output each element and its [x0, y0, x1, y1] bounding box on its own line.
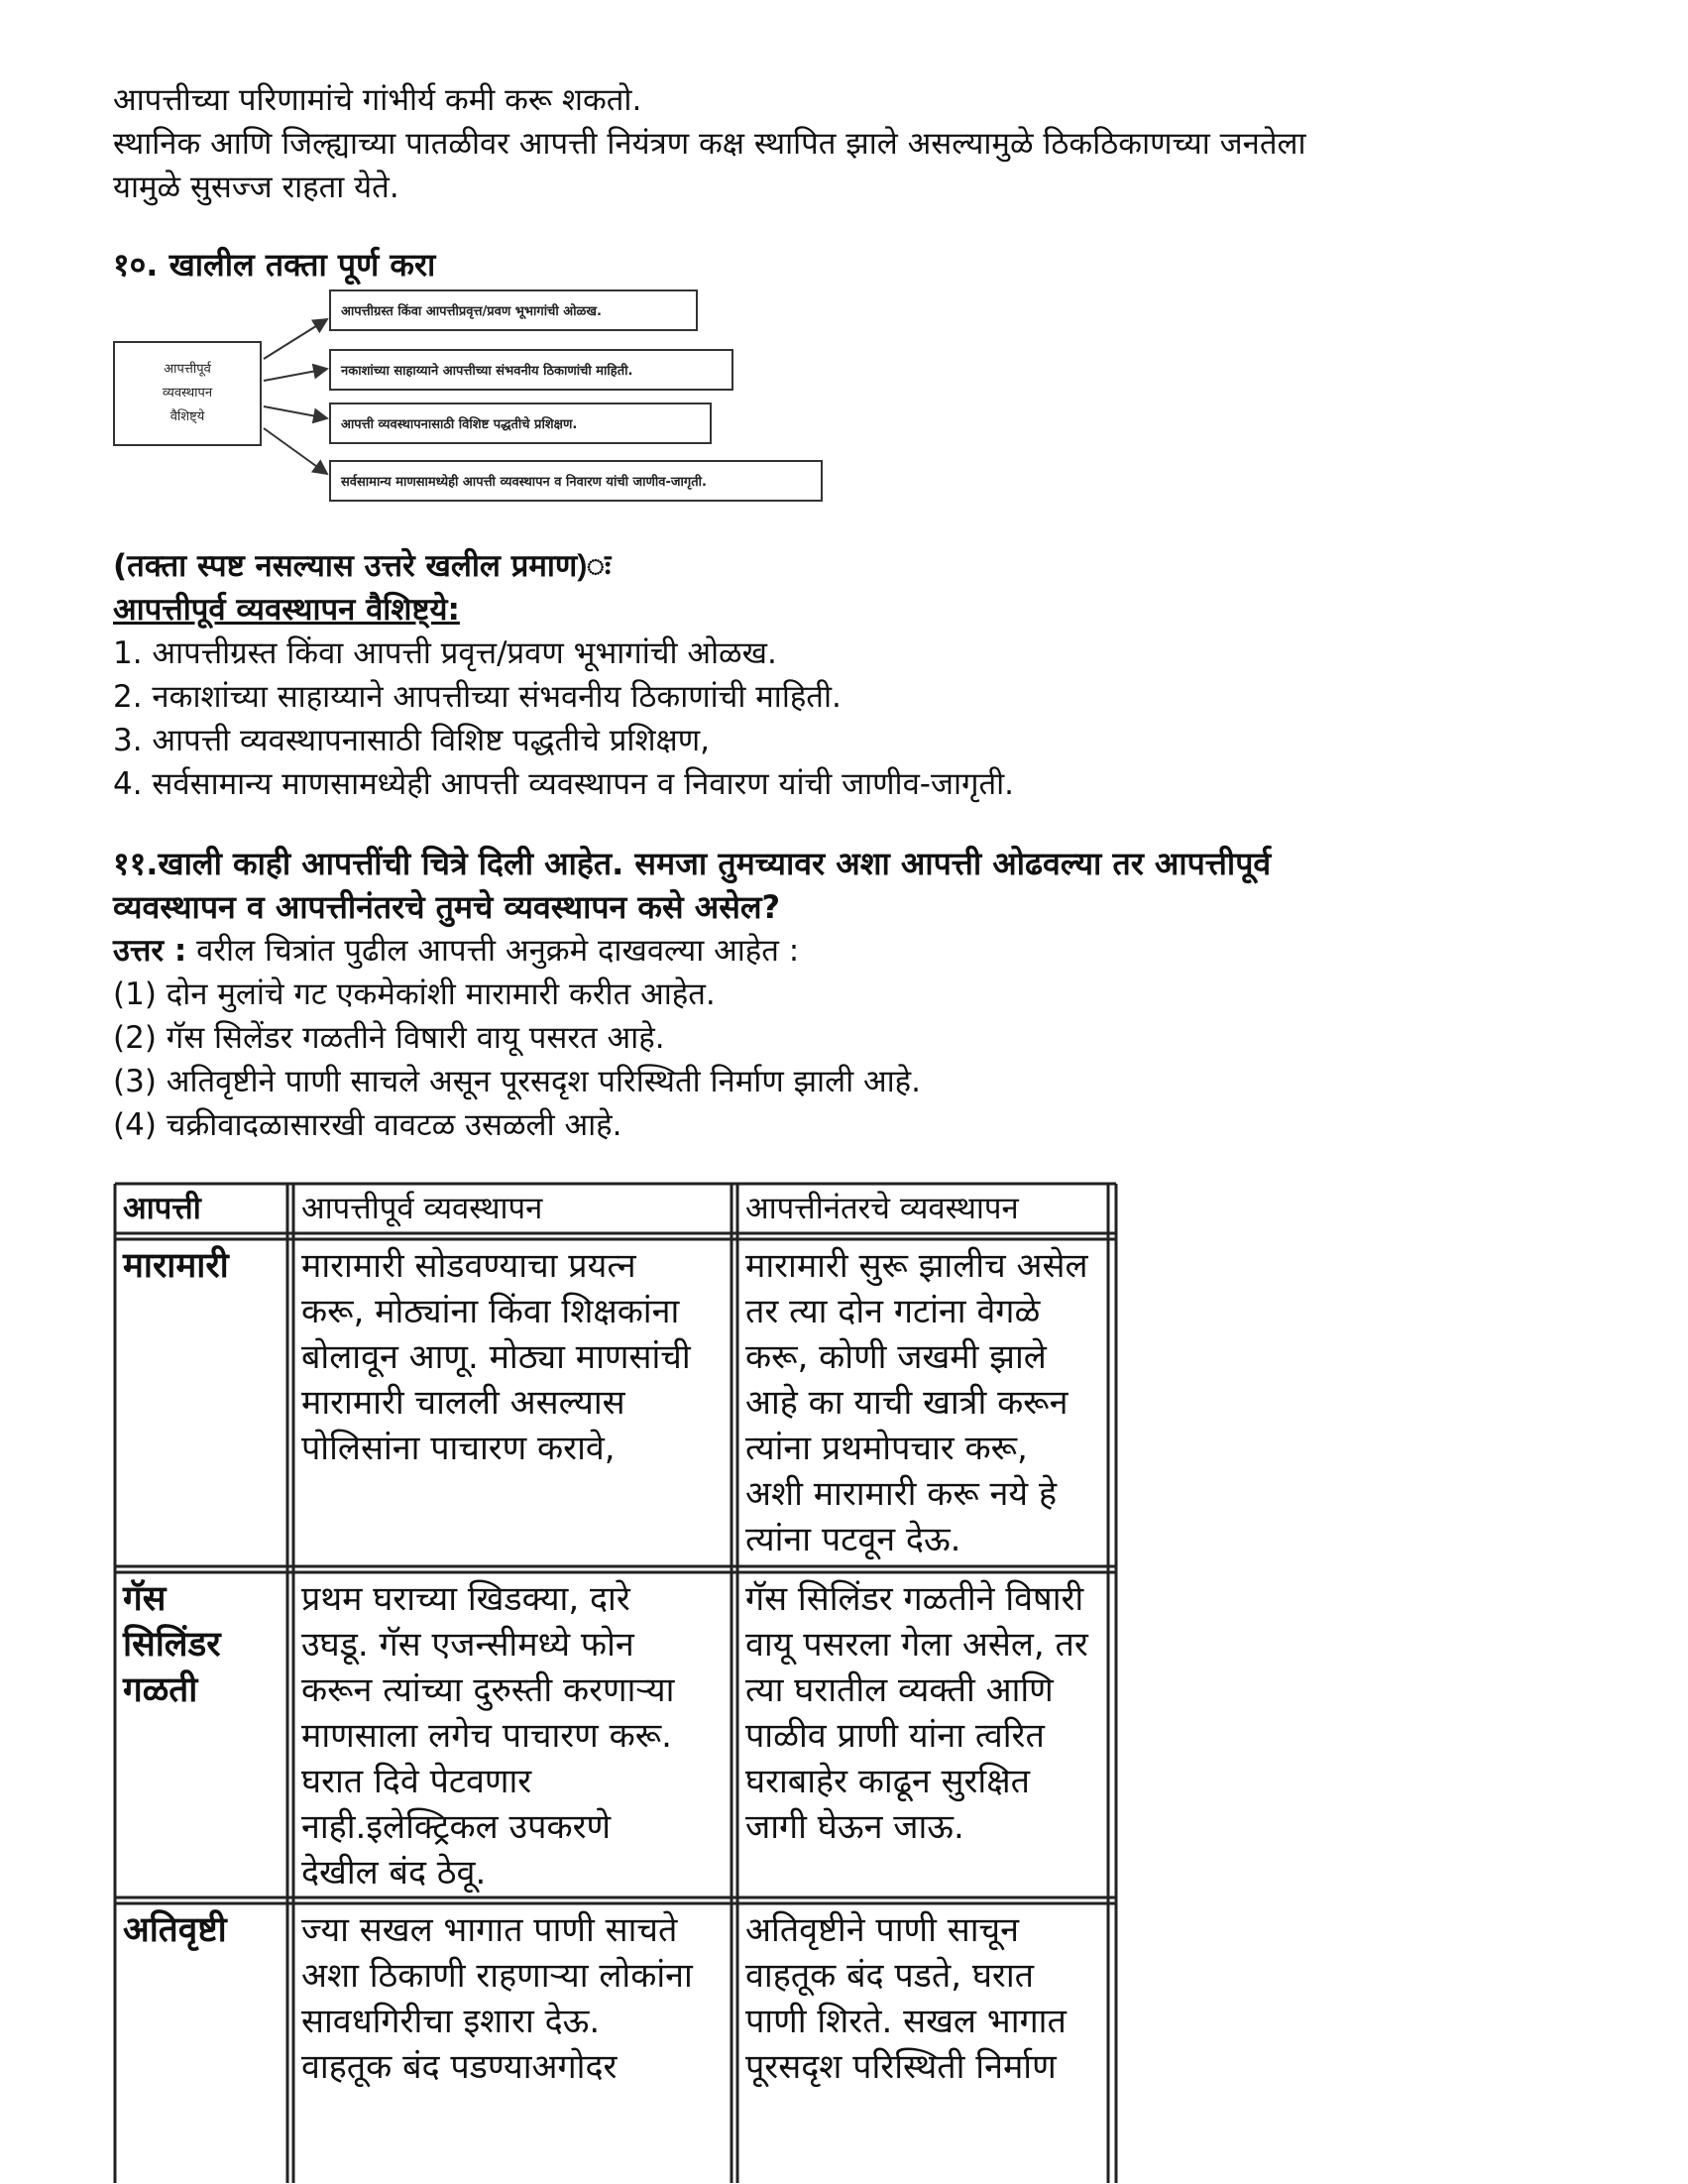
disaster-line: मारामारी	[123, 1246, 229, 1286]
table-row-1-after	[739, 1243, 1108, 1562]
answer-label: उत्तर :	[113, 933, 187, 969]
intro-line-1: आपत्तीच्या परिणामांचे गांभीर्य कमी करू शकतो.	[113, 82, 642, 118]
cell-line: सावधगिरीचा इशारा देऊ.	[301, 2002, 601, 2041]
diagram-target-4: सर्वसामान्य माणसामध्येही आपत्ती व्यवस्थापन व निवारण यांची जाणीव-जागृती.	[329, 460, 823, 502]
q10-point-1: 1. आपत्तीग्रस्त किंवा आपत्ती प्रवृत्त/प्रवण भूभागांची ओळख.	[113, 635, 777, 671]
q11-heading-line-2: व्यवस्थापन व आपत्तीनंतरचे तुमचे व्यवस्थापन कसे असेल?	[113, 888, 781, 926]
cell-line: पोलिसांना पाचारण करावे,	[301, 1429, 616, 1468]
table-row-2-before	[295, 1576, 731, 1896]
source-line-1: आपत्तीपूर्व	[164, 362, 211, 377]
cell-line: पूरसदृश परिस्थिती निर्माण	[745, 2047, 1057, 2087]
arrow-4	[264, 428, 327, 474]
cell-line: घरात दिवे पेटवणार	[301, 1762, 532, 1801]
answer-intro: वरील चित्रांत पुढील आपत्ती अनुक्रमे दाखवल्या आहेत :	[186, 933, 800, 969]
cell-line: पाणी शिरते. सखल भागात	[745, 2002, 1067, 2041]
cell-line: त्यांना प्रथमोपचार करू,	[745, 1429, 1028, 1468]
cell-line: माणसाला लगेच पाचारण करू.	[301, 1716, 672, 1756]
table-header-disaster: आपत्ती	[123, 1191, 201, 1226]
table-row-3-before	[295, 1907, 731, 2090]
table-row-2-disaster	[117, 1576, 287, 1713]
cell-line: बोलावून आणू. मोठ्या माणसांची	[301, 1337, 691, 1377]
diagram-source-box	[113, 341, 262, 446]
q11-item-2: (2) गॅस सिलेंडर गळतीने विषारी वायू पसरत आहे.	[113, 1020, 665, 1056]
cell-line: वाहतूक बंद पडण्याअगोदर	[301, 2047, 618, 2087]
cell-line: मारामारी चालली असल्यास	[301, 1383, 625, 1423]
diagram-target-2: नकाशांच्या साहाय्याने आपत्तीच्या संभवनीय ठिकाणांची माहिती.	[329, 349, 733, 391]
table-row-1-disaster	[117, 1243, 287, 1289]
cell-line: घराबाहेर काढून सुरक्षित	[745, 1762, 1030, 1801]
diagram-target-1: आपत्तीग्रस्त किंवा आपत्तीप्रवृत्त/प्रवण भूभागांची ओळख.	[329, 289, 698, 331]
source-line-2: व्यवस्थापन	[162, 386, 213, 401]
table-header-after: आपत्तीनंतरचे व्यवस्थापन	[745, 1191, 1019, 1226]
arrow-1	[264, 319, 327, 359]
q11-item-3: (3) अतिवृष्टीने पाणी साचले असून पूरसदृश परिस्थिती निर्माण झाली आहे.	[113, 1064, 921, 1099]
disaster-line: गळती	[123, 1670, 198, 1710]
q10-note: (तक्ता स्पष्ट नसल्यास उत्तरे खलील प्रमाण)ः	[113, 548, 612, 584]
table-header-before: आपत्तीपूर्व व्यवस्थापन	[301, 1191, 543, 1226]
table-row-3-after	[739, 1907, 1108, 2090]
cell-line: प्रथम घराच्या खिडक्या, दारे	[301, 1579, 630, 1619]
disaster-line: अतिवृष्टी	[123, 1910, 227, 1950]
table-row-3-disaster	[117, 1907, 287, 1953]
cell-line: तर त्या दोन गटांना वेगळे	[745, 1292, 1041, 1331]
cell-line: अशा ठिकाणी राहणाऱ्या लोकांना	[301, 1956, 693, 1996]
q11-heading-line-1: ११.खाली काही आपत्तींची चित्रे दिली आहेत. समजा तुमच्यावर अशा आपत्ती ओढवल्या तर आपत्तीपूर्व	[113, 845, 1272, 882]
diagram-target-3: आपत्ती व्यवस्थापनासाठी विशिष्ट पद्धतीचे प्रशिक्षण.	[329, 402, 712, 444]
cell-line: त्या घरातील व्यक्ती आणि	[745, 1670, 1054, 1710]
q10-point-3: 3. आपत्ती व्यवस्थापनासाठी विशिष्ट पद्धतीचे प्रशिक्षण,	[113, 723, 711, 758]
cell-line: करून त्यांच्या दुरुस्ती करणाऱ्या	[301, 1670, 675, 1710]
cell-line: त्यांना पटवून देऊ.	[745, 1520, 961, 1559]
cell-line: करू, मोठ्यांना किंवा शिक्षकांना	[301, 1292, 680, 1331]
arrow-3	[264, 406, 327, 418]
cell-line: वायू पसरला गेला असेल, तर	[745, 1625, 1088, 1665]
cell-line: करू, कोणी जखमी झाले	[745, 1337, 1047, 1377]
q11-item-4: (4) चक्रीवादळासारखी वावटळ उसळली आहे.	[113, 1107, 622, 1143]
disaster-management-table	[113, 1182, 1118, 2183]
intro-line-3: यामुळे सुसज्ज राहता येते.	[113, 170, 399, 205]
cell-line: अतिवृष्टीने पाणी साचून	[745, 1910, 1019, 1950]
intro-line-2: स्थानिक आणि जिल्ह्याच्या पातळीवर आपत्ती नियंत्रण कक्ष स्थापित झाले असल्यामुळे ठिकठिकाणच्या जनतेला	[113, 126, 1306, 162]
cell-line: मारामारी सुरू झालीच असेल	[745, 1246, 1088, 1286]
q11-answer-line	[113, 928, 799, 974]
cell-line: आहे का याची खात्री करून	[745, 1383, 1069, 1423]
q10-subheading: आपत्तीपूर्व व्यवस्थापन वैशिष्ट्ये:	[113, 592, 460, 628]
arrow-2	[264, 369, 327, 381]
cell-line: गॅस सिलिंडर गळतीने विषारी	[745, 1579, 1084, 1619]
table-row-2-after	[739, 1576, 1108, 1850]
cell-line: ज्या सखल भागात पाणी साचते	[301, 1910, 678, 1950]
table-row-1-before	[295, 1243, 731, 1471]
cell-line: मारामारी सोडवण्याचा प्रयत्न	[301, 1246, 636, 1286]
cell-line: उघडू. गॅस एजन्सीमध्ये फोन	[301, 1625, 634, 1665]
disaster-line: गॅस	[123, 1579, 167, 1619]
cell-line: अशी मारामारी करू नये हे	[745, 1474, 1058, 1514]
q10-heading: १०. खालील तक्ता पूर्ण करा	[113, 246, 436, 284]
q11-item-1: (1) दोन मुलांचे गट एकमेकांशी मारामारी करीत आहेत.	[113, 977, 716, 1012]
cell-line: जागी घेऊन जाऊ.	[745, 1807, 964, 1847]
features-diagram	[113, 289, 827, 510]
q10-point-4: 4. सर्वसामान्य माणसामध्येही आपत्ती व्यवस्थापन व निवारण यांची जाणीव-जागृती.	[113, 766, 1015, 802]
q10-point-2: 2. नकाशांच्या साहाय्याने आपत्तीच्या संभवनीय ठिकाणांची माहिती.	[113, 679, 842, 715]
cell-line: वाहतूक बंद पडते, घरात	[745, 1956, 1035, 1996]
cell-line: नाही.इलेक्ट्रिकल उपकरणे	[301, 1807, 612, 1847]
cell-line: देखील बंद ठेवू.	[301, 1853, 487, 1893]
source-line-3: वैशिष्ट्ये	[169, 409, 205, 424]
disaster-line: सिलिंडर	[123, 1625, 221, 1665]
cell-line: पाळीव प्राणी यांना त्वरित	[745, 1716, 1045, 1756]
